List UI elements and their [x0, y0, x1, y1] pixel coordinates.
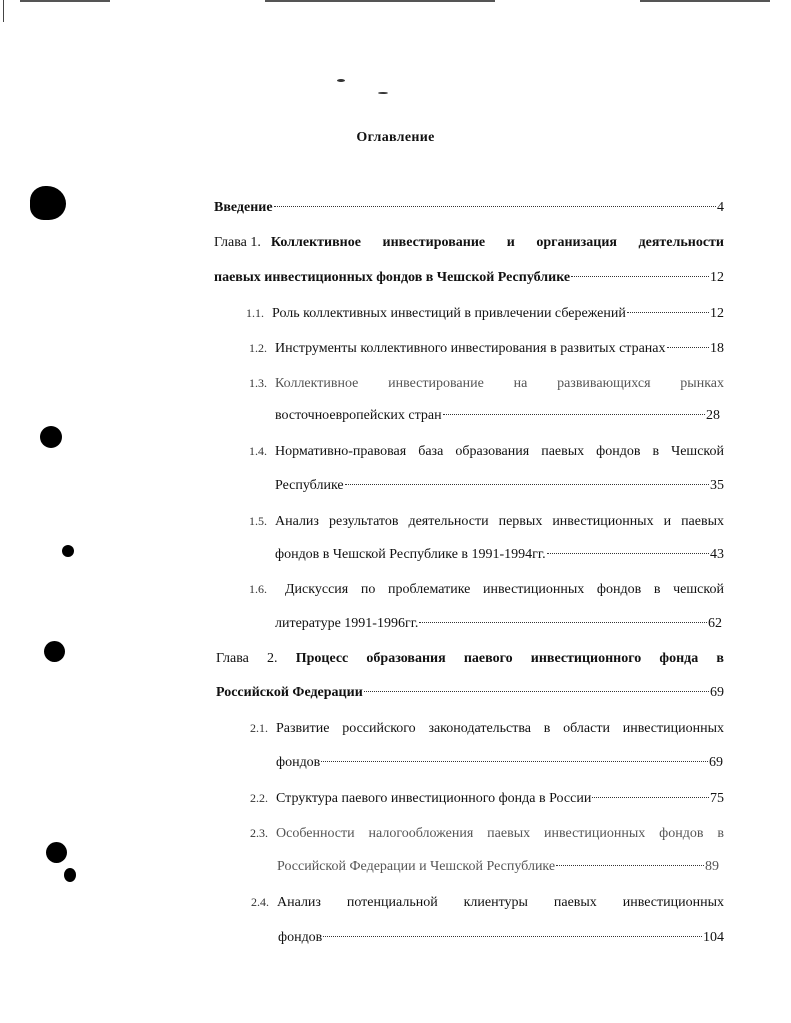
section-title-part: Дискуссия	[285, 582, 349, 597]
toc-section-1-3-line2[interactable]	[275, 406, 720, 426]
punch-hole-blob	[30, 186, 66, 220]
section-title-part: Особенности	[276, 826, 355, 841]
dot-leader	[547, 553, 709, 554]
toc-section-1-5-line1[interactable]	[249, 511, 724, 531]
section-number: 2.1.	[250, 721, 268, 735]
toc-section-1-5-line2[interactable]	[275, 545, 724, 565]
section-number: 1.6.	[249, 582, 267, 596]
toc-section-1-2[interactable]	[249, 338, 724, 358]
section-title-part: Коллективное	[275, 376, 359, 391]
toc-section-1-4-line1[interactable]	[249, 441, 724, 461]
toc-section-2-3-line1[interactable]	[250, 823, 724, 843]
section-title-part: фондов	[596, 582, 642, 597]
toc-page-number: 43	[710, 547, 724, 562]
chapter-prefix: Глава	[216, 651, 249, 666]
section-title-part: законодательства	[428, 721, 532, 736]
section-title-part: деятельности	[408, 514, 489, 529]
section-title-part: в	[543, 721, 551, 736]
section-title-part: паевых	[541, 444, 585, 459]
section-title-part: литературе 1991-1996гг.	[275, 616, 419, 631]
chapter-1-heading-line2[interactable]	[214, 268, 724, 288]
section-title-part: российского	[342, 721, 416, 736]
toc-page-number: 89	[705, 859, 719, 874]
toc-section-2-4-line2[interactable]	[278, 928, 724, 948]
toc-page-number: 4	[717, 200, 724, 215]
section-title-part: образования	[455, 444, 530, 459]
chapter-2-heading-line2[interactable]	[216, 683, 724, 703]
toc-section-2-3-line2[interactable]	[277, 857, 719, 877]
section-title: Инструменты коллективного инвестирования в развитых странах	[275, 341, 666, 356]
section-title: Роль коллективных инвестиций в привлечении сбережений	[272, 306, 626, 321]
section-number: 2.2.	[250, 791, 268, 805]
section-title-part: фондов	[659, 826, 704, 841]
scan-speck	[378, 92, 388, 94]
toc-section-2-1-line2[interactable]	[276, 753, 723, 773]
section-title-part: на	[513, 376, 528, 391]
dot-leader	[274, 206, 716, 207]
chapter-title-part: и	[506, 235, 515, 250]
punch-hole-small	[64, 868, 76, 882]
section-title-part: развивающихся	[557, 376, 651, 391]
toc-page-number: 35	[710, 478, 724, 493]
section-title-part: фондов	[596, 444, 641, 459]
chapter-title-part: Процесс	[295, 651, 349, 666]
section-title-part: восточноевропейских стран	[275, 408, 442, 423]
section-number: 1.1.	[246, 306, 264, 320]
chapter-1-heading-line1[interactable]	[214, 233, 724, 253]
chapter-2-heading-line1[interactable]	[216, 649, 724, 669]
section-title-part: инвестиционных	[622, 895, 724, 910]
chapter-prefix: Глава 1.	[214, 235, 261, 250]
dot-leader	[592, 797, 709, 798]
chapter-title-part: инвестиционного	[530, 651, 642, 666]
section-title: Структура паевого инвестиционного фонда в России	[276, 791, 592, 806]
toc-section-2-1-line1[interactable]	[250, 718, 724, 738]
chapter-title-part: деятельности	[638, 235, 724, 250]
section-title-part: в	[653, 582, 661, 597]
toc-section-1-6-line1[interactable]	[249, 579, 724, 599]
toc-page-number: 62	[708, 616, 722, 631]
section-title-part: база	[418, 444, 444, 459]
dot-leader	[321, 761, 708, 762]
chapter-title-part: паевого	[463, 651, 513, 666]
chapter-prefix: 2.	[267, 651, 278, 666]
section-title-part: фондов в Чешской Республике в 1991-1994гг.	[275, 547, 546, 562]
section-title-part: инвестиционных	[483, 582, 585, 597]
dot-leader	[364, 691, 709, 692]
section-title-part: инвестиционных	[552, 514, 654, 529]
toc-entry-intro[interactable]	[214, 198, 724, 218]
punch-hole	[40, 426, 62, 448]
scan-edge-top	[0, 0, 791, 3]
section-number: 1.3.	[249, 376, 267, 390]
toc-section-1-6-line2[interactable]	[275, 614, 722, 634]
toc-page-number: 104	[703, 930, 724, 945]
chapter-title-part: организация	[536, 235, 617, 250]
section-title-part: чешской	[673, 582, 724, 597]
toc-entry-label: Введение	[214, 200, 273, 215]
chapter-title-part: образования	[366, 651, 446, 666]
section-title-part: результатов	[328, 514, 399, 529]
punch-hole-small	[62, 545, 74, 557]
chapter-title-part: инвестирование	[382, 235, 486, 250]
toc-page-number: 75	[710, 791, 724, 806]
section-number: 1.2.	[249, 341, 267, 355]
section-title-part: потенциальной	[346, 895, 438, 910]
section-title-part: Развитие	[276, 721, 330, 736]
section-title-part: Республике	[275, 478, 344, 493]
chapter-title-part: Коллективное	[270, 235, 361, 250]
section-number: 2.3.	[250, 826, 268, 840]
section-title-part: инвестиционных	[544, 826, 646, 841]
section-number: 2.4.	[251, 895, 269, 909]
toc-page-number: 69	[710, 685, 724, 700]
section-title-part: Анализ	[275, 514, 319, 529]
toc-section-2-4-line1[interactable]	[251, 892, 724, 912]
section-title-part: паевых	[487, 826, 531, 841]
section-title-part: Нормативно-правовая	[275, 444, 407, 459]
scan-speck	[337, 79, 345, 82]
section-title-part: в	[717, 826, 724, 841]
section-title-part: инвестирование	[388, 376, 484, 391]
dot-leader	[345, 484, 709, 485]
section-title-part: и	[663, 514, 672, 529]
toc-section-1-3-line1[interactable]	[249, 373, 724, 393]
section-title-part: налогообложения	[368, 826, 474, 841]
section-title-part: паевых	[681, 514, 724, 529]
section-number: 1.5.	[249, 514, 267, 528]
section-title-part: по	[360, 582, 376, 597]
section-title-part: фондов	[278, 930, 323, 945]
dot-leader	[323, 936, 702, 937]
section-title-part: Чешской	[671, 444, 724, 459]
chapter-title-part: паевых инвестиционных фондов в Чешской Республике	[214, 270, 571, 285]
section-title-part: Российской Федерации и Чешской Республике	[277, 859, 556, 874]
toc-section-2-2[interactable]	[250, 788, 724, 808]
toc-page-number: 18	[710, 341, 724, 356]
toc-section-1-4-line2[interactable]	[275, 476, 724, 496]
toc-page-number: 69	[709, 755, 723, 770]
dot-leader	[627, 312, 709, 313]
section-number: 1.4.	[249, 444, 267, 458]
chapter-title-part: фонда	[659, 651, 699, 666]
section-title-part: клиентуры	[463, 895, 528, 910]
dot-leader	[556, 865, 704, 866]
section-title-part: Анализ	[277, 895, 321, 910]
section-title-part: проблематике	[388, 582, 471, 597]
dot-leader	[443, 414, 705, 415]
section-title-part: области	[563, 721, 610, 736]
section-title-part: паевых	[553, 895, 597, 910]
section-title-part: в	[652, 444, 660, 459]
section-title-part: первых	[498, 514, 543, 529]
dot-leader	[419, 622, 707, 623]
scan-edge-left	[3, 0, 4, 22]
toc-page-number: 12	[710, 306, 724, 321]
toc-section-1-1[interactable]	[246, 303, 724, 323]
punch-hole	[46, 842, 67, 863]
punch-hole	[44, 641, 65, 662]
page-title: Оглавление	[356, 130, 435, 145]
section-title-part: рынках	[680, 376, 724, 391]
chapter-title-part: в	[716, 651, 724, 666]
chapter-title-part: Российской Федерации	[216, 685, 363, 700]
dot-leader	[571, 276, 709, 277]
section-title-part: фондов	[276, 755, 321, 770]
section-title-part: инвестиционных	[622, 721, 724, 736]
toc-page-number: 28	[706, 408, 720, 423]
toc-page-number: 12	[710, 270, 724, 285]
dot-leader	[667, 347, 709, 348]
